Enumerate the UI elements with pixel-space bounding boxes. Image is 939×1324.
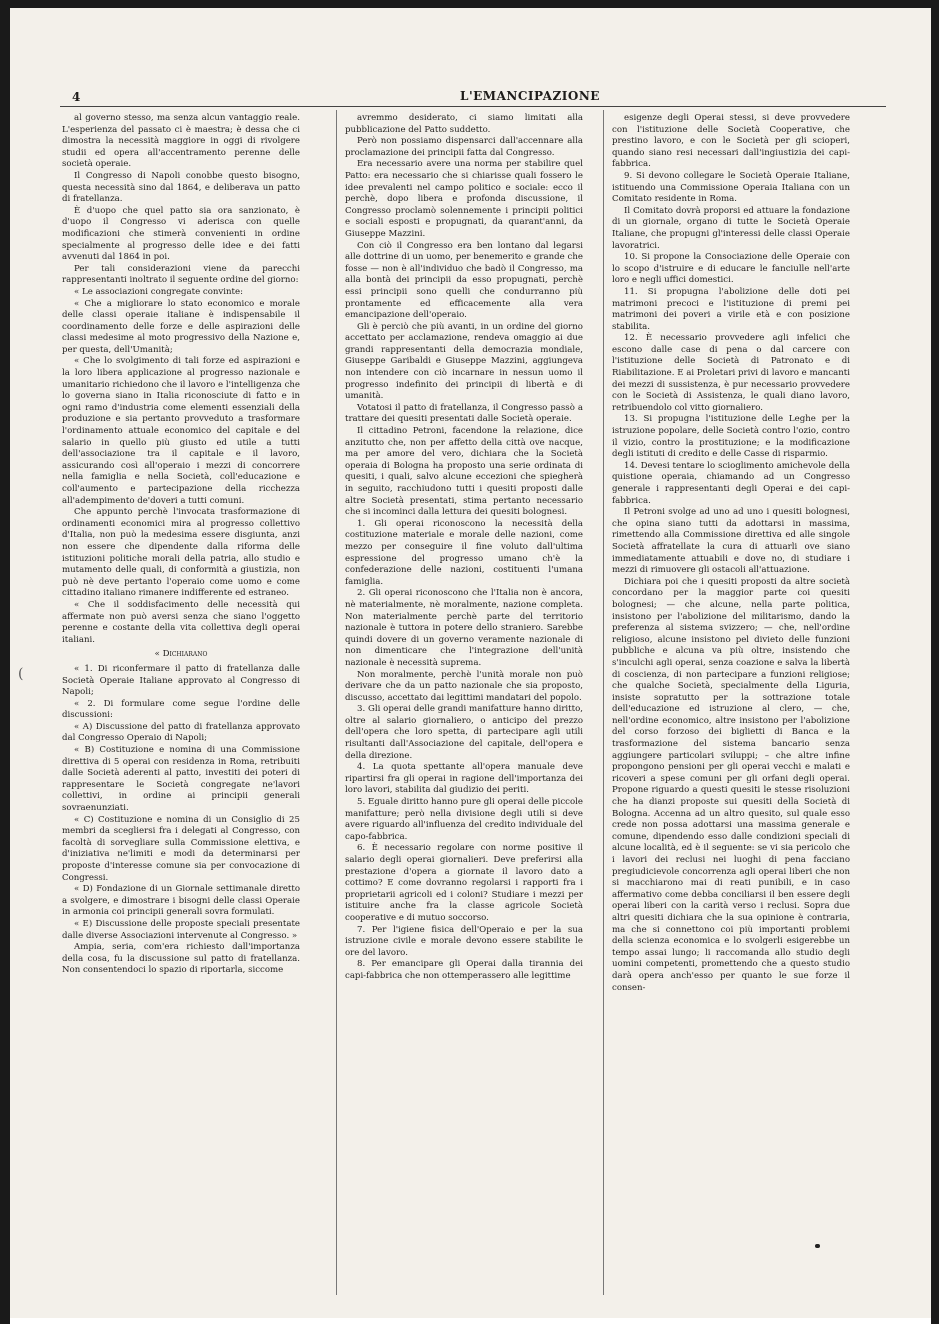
masthead-title: L'EMANCIPAZIONE bbox=[460, 89, 600, 103]
paragraph: Il Petroni svolge ad uno ad uno i quesiti bolognesi, che opina siano tutti da adottarsi in massima, rimettendo alla Commissione direttiva ed alle singole Società affratellate la cura di attuarli ove siano immediatamente attuabili e dove no, di studiare i mezzi di rimuovere gli ostacoli all'attuazione. bbox=[612, 507, 850, 576]
paragraph: Che appunto perchè l'invocata trasformazione di ordinamenti economici mira al progresso collettivo d'Italia, non può la medesima essere disgiunta, anzi non essere che dipendente dalla riforma delle istituzioni politiche morali della patria, allo studio e mutamento delle quali, di conformità a giustizia, non può nè deve pertanto l'operaio come uomo e come cittadino italiano rimanere indifferente ed estraneo. bbox=[62, 507, 300, 599]
paragraph: « 2. Di formulare come segue l'ordine delle discussioni: bbox=[62, 698, 300, 721]
paragraph: 5. Eguale diritto hanno pure gli operai delle piccole manifatture; però nella divisione degli utili si deve avere riguardo all'influenza del credito individuale del capo-fabbrica. bbox=[345, 797, 583, 842]
paragraph: 1. Gli operai riconoscono la necessità della costituzione materiale e morale delle nazioni, come mezzo per conseguire il fine voluto dall'ultima espressione del progresso umano ch'è la confederazione delle nazioni, costituenti l'umana famiglia. bbox=[345, 518, 583, 587]
scan-border-top bbox=[0, 0, 939, 8]
paragraph: Ampia, seria, com'era richiesto dall'importanza della cosa, fu la discussione sul patto di fratellanza. Non consentendoci lo spazio di riportarla, siccome bbox=[62, 942, 300, 976]
paragraph: Gli è perciò che più avanti, in un ordine del giorno accettato per acclamazione, rendeva omaggio ai due grandi rappresentanti della democrazia mondiale, Giuseppe Garibaldi e Giuseppe Mazzini, aggiungeva non intendere con ciò incarnare in nessun uomo il progresso indefinito dei principii di libertà e di umanità. bbox=[345, 321, 583, 402]
paragraph: « A) Discussione del patto di fratellanza approvato dal Congresso Operaio di Napoli; bbox=[62, 721, 300, 744]
paragraph: « B) Costituzione e nomina di una Commissione direttiva di 5 operai con residenza in Roma, retribuiti dalle Società aderenti al patto, investiti dei poteri di rappresentare le Società congregate ne'lavori collettivi, in ordine ai principii generali sovraenunziati. bbox=[62, 745, 300, 814]
paragraph: esigenze degli Operai stessi, si deve provvedere con l'istituzione delle Società Cooperative, che prestino lavoro, e con le Società per gli scioperi, quando siano resi necessari dall'ingiustizia dei capi-fabbrica. bbox=[612, 113, 850, 170]
paragraph: 8. Per emancipare gli Operai dalla tirannia dei capi-fabbrica che non ottemperassero alle legittime bbox=[345, 959, 583, 981]
paragraph: Con ciò il Congresso era ben lontano dal legarsi alle dottrine di un uomo, per benemerito e grande che fosse — non è all'individuo che badò il Congresso, ma alla bontà dei principii da esso propugnati, perchè essi principii sono quelli che condurranno più prontamente ed efficacemente alla vera emancipazione dell'operaio. bbox=[345, 240, 583, 321]
paragraph: « D) Fondazione di un Giornale settimanale diretto a svolgere, e dimostrare i bisogni delle classi Operaie in armonia coi principii generali sovra formulati. bbox=[62, 884, 300, 918]
paragraph: È d'uopo che quel patto sia ora sanzionato, è d'uopo il Congresso vi aderisca con quelle modificazioni che stimerà convenienti in ordine specialmente al progresso delle idee e dei fatti avvenuti dal 1864 in poi. bbox=[62, 205, 300, 263]
paragraph: « Che a migliorare lo stato economico e morale delle classi operaie italiane è indispensabile il coordinamento delle forze e delle aspirazioni delle classi medesime al moto progressivo della Nazione e, per questa, dell'Umanità; bbox=[62, 298, 300, 355]
paragraph: al governo stesso, ma senza alcun vantaggio reale. L'esperienza del passato ci è maestra; è dessa che ci dimostra la necessità maggiore in oggi di rivolgere studii ed opera all'accentramento perenne delle società operaie. bbox=[62, 113, 300, 170]
paragraph: 4. La quota spettante all'opera manuale deve ripartirsi fra gli operai in ragione dell'importanza dei loro lavori, stabilita dal giudizio dei periti. bbox=[345, 762, 583, 796]
text-column-1 bbox=[62, 113, 300, 1293]
paragraph: « Le associazioni congregate convinte: bbox=[74, 286, 243, 297]
paragraph: « C) Costituzione e nomina di un Consiglio di 25 membri da scegliersi fra i delegati al Congresso, con facoltà di sorvegliare sulla Commissione elettiva, e d'iniziativa ne'limiti e modi da determinarsi per proposte d'interesse comune sia per convocazione di Congressi. bbox=[62, 814, 300, 883]
column-divider bbox=[603, 110, 604, 1295]
page-number: 4 bbox=[72, 90, 81, 104]
paragraph: 10. Si propone la Consociazione delle Operaie con lo scopo d'istruire e di educare le fanciulle nell'arte loro e negli uffici domestici. bbox=[612, 252, 850, 286]
ink-spot bbox=[815, 1244, 820, 1248]
paragraph: 12. È necessario provvedere agli infelici che escono dalle case di pena o dal carcere con l'istituzione delle Società di Patronato e di Riabilitazione. E ai Proletari privi di lavoro e mancanti dei mezzi di sussistenza, è pur necessario provvedere con le Società di Assistenza, le quali diano lavoro, retribuendolo col vitto giornaliero. bbox=[612, 333, 850, 413]
paragraph: Dichiara poi che i quesiti proposti da altre società concordano per la maggior parte coi quesiti bolognesi; — che alcune, nella parte politica, insistono per l'abolizione del militarismo, dando la preferenza al sistema svizzero; — che, nell'ordine religioso, alcune insistono pel divieto delle funzioni pubbliche e alcuna va più oltre, insistendo che s'inculchi agli operai, senza coazione e salva la libertà di coscienza, di non partecipare a funzioni religiose; che qualche Società, specialmente della Liguria, insiste sopratutto per la sottrazione totale dell'educazione ed istruzione al clero, — che, nell'ordine economico, altre insistono per l'abolizione del corso forzoso dei biglietti di Banca e la trasformazione del sistema bancario senza aggiungere particolari sviluppi; – che altre infine propongono pensioni per gli operai vecchi e malati e ricoveri a spese comuni per gli orfani degli operai. Propone riguardo a questi quesiti le stesse risoluzioni che ha dianzi proposte sui quesiti della Società di Bologna. Accenna ad un altro quesito, sul quale esso crede non possa adottarsi una massima generale e comune, dipendendo esso dalle condizioni speciali di alcune località, ed è il seguente: se vi sia pericolo che i lavori dei reclusi nei luoghi di pena facciano pregiudicievole concorrenza agli operai liberi che non si macchiarono mai di reati punibili, e in caso affermativo come debba conciliarsi il ben essere degli operai liberi con la carità verso i reclusi. Sopra due altri quesiti dichiara che la sua opinione è contraria, ma che si connettono coi più importanti problemi della scienza economica e lo svolgerli esigerebbe un tempo assai lungo; li raccomanda allo studio degli uomini competenti, promettendo che a questo studio darà opera anch'esso per quanto le sue forze il consen- bbox=[612, 576, 850, 993]
paragraph: « 1. Di riconfermare il patto di fratellanza dalle Società Operaie Italiane approvato al Congresso di Napoli; bbox=[62, 663, 300, 698]
paragraph: Il Congresso di Napoli conobbe questo bisogno, questa necessità sino dal 1864, e deliberava un patto di fratellanza. bbox=[62, 170, 300, 205]
paragraph: Non moralmente, perchè l'unità morale non può derivare che da un patto nazionale che sia proposto, discusso, accettato dai legittimi mandatari del popolo. bbox=[345, 669, 583, 703]
paragraph: 13. Si propugna l'istituzione delle Leghe per la istruzione popolare, delle Società contro l'ozio, contro il vizio, contro la prostituzione; e la modificazione degli istituti di credito e delle Casse di risparmio. bbox=[612, 414, 850, 460]
paragraph: 11. Si propugna l'abolizione delle doti pei matrimoni precoci e l'istituzione di premi pei matrimoni dei poveri a virile età e con posizione stabilita. bbox=[612, 286, 850, 332]
paragraph: Votatosi il patto di fratellanza, il Congresso passò a trattare dei quesiti presentati dalle Società operaie. bbox=[345, 402, 583, 425]
paragraph: Il cittadino Petroni, facendone la relazione, dice anzitutto che, non per affetto della città ove nacque, ma per amore del vero, dichiara che la Società operaia di Bologna ha proposto una serie ordinata di quesiti, i quali, salvo alcune eccezioni che spiegherà in seguito, racchiudono tutti i quesiti proposti dalle altre Società presentati, stima pertanto necessario che si incominci dalla lettura dei quesiti bolognesi. bbox=[345, 426, 583, 518]
paragraph: 7. Per l'igiene fisica dell'Operaio e per la sua istruzione civile e morale devono essere stabilite le ore del lavoro. bbox=[345, 924, 583, 958]
text-column-2 bbox=[345, 113, 583, 1293]
paragraph: avremmo desiderato, ci siamo limitati alla pubblicazione del Patto suddetto. bbox=[345, 113, 583, 135]
paragraph: 3. Gli operai delle grandi manifatture hanno diritto, oltre al salario giornaliero, o anticipo del prezzo dell'opera che loro spetta, di partecipare agli utili risultanti dall'Associazione del capitale, dell'opera e della direzione. bbox=[345, 704, 583, 761]
paragraph: Per tali considerazioni viene da parecchi rappresentanti inoltrato il seguente ordine del giorno: bbox=[62, 263, 300, 286]
paragraph: Però non possiamo dispensarci dall'accennare alla proclamazione dei principii fatta dal Congresso. bbox=[345, 136, 583, 158]
scan-border-left bbox=[0, 0, 10, 1324]
header-rule bbox=[60, 106, 886, 107]
margin-mark: ( bbox=[18, 666, 24, 682]
scan-border-right bbox=[931, 0, 939, 1324]
column-divider bbox=[336, 110, 337, 1295]
paragraph: 6. È necessario regolare con norme positive il salario degli operai giornalieri. Deve preferirsi alla prestazione d'opera a giornate il lavoro dato a cottimo? E come dovranno regolarsi i rapporti fra i proprietarii agricoli ed i coloni? Studiare i mezzi per istituire anche fra la classe agricole Società cooperative e di mutuo soccorso. bbox=[345, 843, 583, 923]
text-column-3 bbox=[612, 113, 850, 1293]
paragraph: 14. Devesi tentare lo scioglimento amichevole della quistione operaia, chiamando ad un Congresso generale i rappresentanti degli Operai e dei capi-fabbrica. bbox=[612, 460, 850, 506]
paragraph: « Dichiarano bbox=[154, 649, 208, 660]
paragraph: « E) Discussione delle proposte speciali presentate dalle diverse Associazioni intervenute al Congresso. » bbox=[62, 918, 300, 941]
paragraph: 2. Gli operai riconoscono che l'Italia non è ancora, nè materialmente, nè moralmente, nazione completa. Non materialmente perchè parte del territorio nazionale è tuttora in potere dello straniero. Sarebbe quindi dovere di un governo veramente nazionale di non dimenticare che l'integrazione dell'unità nazionale è necessità suprema. bbox=[345, 588, 583, 668]
paragraph: 9. Si devono collegare le Società Operaie Italiane, istituendo una Commissione Operaia Italiana con un Comitato residente in Roma. bbox=[612, 170, 850, 205]
paragraph: Era necessario avere una norma per stabilire quel Patto: era necessario che si chiarisse quali fossero le idee prevalenti nel campo politico e sociale: ecco il perchè, dopo libera e profonda discussione, il Congresso proclamò solennemente i principii politici e sociali esposti e propugnati, da quarant'anni, da Giuseppe Mazzini. bbox=[345, 159, 583, 239]
paragraph: « Che lo svolgimento di tali forze ed aspirazioni e la loro libera applicazione al progresso nazionale e umanitario richiedono che il lavoro e l'intelligenza che lo governa siano in Italia riconosciute di fatto e in ogni ramo d'industria come elementi essenziali della produzione e sia pertanto provveduto a trasformare l'ordinamento attuale economico del capitale e del salario in quello più giusto ed utile a tutti dell'associazione tra il capitale e il lavoro, assicurando così all'operaio i mezzi di concorrere nella famiglia e nella Società, coll'educazione e coll'aumento e partecipazione della ricchezza all'adempimento de'doveri a tutti comuni. bbox=[62, 356, 300, 506]
paragraph: « Che il soddisfacimento delle necessità qui affermate non può aversi senza che siano l'oggetto perenne e costante della vita collettiva degli operai italiani. bbox=[62, 599, 300, 645]
paragraph: Il Comitato dovrà proporsi ed attuare la fondazione di un giornale, organo di tutte le Società Operaie Italiane, che propugni gl'interessi delle classi Operaie lavoratrici. bbox=[612, 205, 850, 251]
